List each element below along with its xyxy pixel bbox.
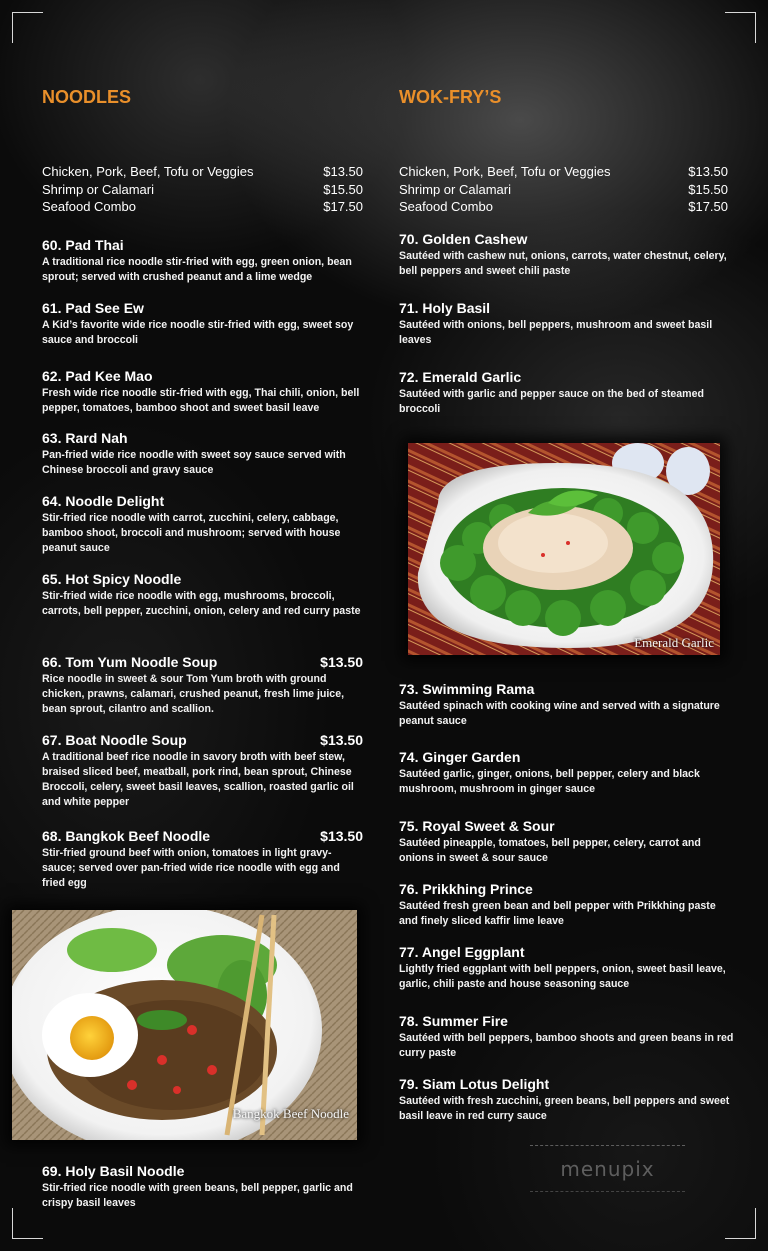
item-name: 72. Emerald Garlic [399,369,522,385]
wokfry-title: WOK-FRY’S [399,87,502,107]
item-description: Stir-fried rice noodle with carrot, zucchini, celery, cabbage, bamboo shoot, broccoli and mushroom; served with house peanut sauce [42,512,341,554]
item-description: Sautéed spinach with cooking wine and served with a signature peanut sauce [399,700,720,727]
price-row: Shrimp or Calamari $15.50 [399,181,728,197]
item-name: 70. Golden Cashew [399,231,528,247]
item-description: Sautéed with cashew nut, onions, carrots, water chestnut, celery, bell peppers and sweet chili paste [399,250,727,277]
menu-item [42,654,363,717]
item-name: 68. Bangkok Beef Noodle [42,828,211,844]
menu-item [42,430,363,478]
wokfry-price-table [399,163,728,216]
dish-illustration [408,443,720,655]
photo-caption: Emerald Garlic [634,635,714,650]
item-name: 74. Ginger Garden [399,749,521,765]
menu-item [42,237,363,285]
menu-item [399,1013,734,1061]
item-description: Stir-fried ground beef with onion, tomatoes in light gravy-sauce; served over pan-fried wide rice noodle with egg and fried egg [42,847,340,889]
menu-item [399,369,734,417]
item-description: Pan-fried wide rice noodle with sweet soy sauce served with Chinese broccoli and gravy sauce [42,449,346,476]
item-name: 65. Hot Spicy Noodle [42,571,182,587]
item-name: 78. Summer Fire [399,1013,508,1029]
menu-item [42,368,363,416]
item-name: 60. Pad Thai [42,237,124,253]
price-row: Seafood Combo $17.50 [42,199,363,214]
item-name: 76. Prikkhing Prince [399,881,533,897]
item-description: Stir-fried rice noodle with green beans, bell pepper, garlic and crispy basil leaves [42,1182,353,1209]
menu-item [399,300,734,348]
photo-caption: Bangkok Beef Noodle [232,1106,349,1121]
item-description: Stir-fried wide rice noodle with egg, mushrooms, broccoli, carrots, bell pepper, zucchini, onion, celery and red curry paste [42,590,361,617]
item-price: $13.50 [320,654,363,670]
menu-item [42,571,363,619]
item-description: Sautéed with garlic and pepper sauce on the bed of steamed broccoli [399,388,704,415]
corner-mark [725,12,756,43]
menupix-watermark: menupix [530,1145,685,1192]
menu-item [399,818,734,866]
item-description: Sautéed with onions, bell peppers, mushroom and sweet basil leaves [399,319,713,346]
item-price: $13.50 [320,828,363,844]
menu-item [399,749,734,797]
item-description: A Kid’s favorite wide rice noodle stir-fried with egg, sweet soy sauce and broccoli [42,319,354,346]
item-description: Sautéed with bell peppers, bamboo shoots and green beans in red curry paste [399,1032,734,1059]
item-description: Sautéed with fresh zucchini, green beans, bell peppers and sweet basil leave in red curry sauce [399,1095,730,1122]
corner-mark [12,1208,43,1239]
item-name: 61. Pad See Ew [42,300,144,316]
item-description: Fresh wide rice noodle stir-fried with egg, Thai chili, onion, bell pepper, tomatoes, bamboo shoot and sweet basil leave [42,387,360,414]
menu-item [42,1163,363,1211]
item-name: 62. Pad Kee Mao [42,368,153,384]
item-name: 71. Holy Basil [399,300,491,316]
item-description: Sautéed pineapple, tomatoes, bell pepper, celery, carrot and onions in sweet & sour sauce [399,837,701,864]
corner-mark [12,12,43,43]
item-description: A traditional beef rice noodle in savory broth with beef stew, braised sliced beef, meatball, pork rind, bean sprout, Chinese Broccoli, celery, sweet basil leaves, scallion, roasted garlic oil and white pepper [42,751,354,808]
item-description: Lightly fried eggplant with bell peppers, onion, sweet basil leave, garlic, chili paste and house seasoning sauce [399,963,726,990]
bangkok-beef-noodle-photo [12,910,357,1140]
item-description: A traditional rice noodle stir-fried with egg, green onion, bean sprout; served with crushed peanut and a lime wedge [42,256,352,283]
noodles-price-table [42,163,363,216]
noodles-title: NOODLES [42,87,132,107]
menu-item [42,493,363,556]
item-description: Sautéed fresh green bean and bell pepper with Prikkhing paste and finely sliced kaffir lime leave [399,900,716,927]
item-name: 66. Tom Yum Noodle Soup [42,654,218,670]
price-row: Chicken, Pork, Beef, Tofu or Veggies $13.50 [42,164,363,179]
menu-item [42,300,363,348]
item-name: 69. Holy Basil Noodle [42,1163,185,1179]
item-name: 79. Siam Lotus Delight [399,1076,550,1092]
item-name: 77. Angel Eggplant [399,944,525,960]
menu-item [399,681,734,729]
price-row: Seafood Combo $17.50 [399,199,728,214]
price-row: Shrimp or Calamari $15.50 [42,181,363,197]
menu-item [42,732,363,810]
item-description: Rice noodle in sweet & sour Tom Yum broth with ground chicken, prawns, calamari, crushed peanut, fresh lime juice, bean sprout, cilantro and scallion. [42,673,345,715]
item-name: 67. Boat Noodle Soup [42,732,187,748]
price-row: Chicken, Pork, Beef, Tofu or Veggies $13.50 [399,164,728,179]
menu-item [399,1076,734,1124]
item-name: 64. Noodle Delight [42,493,165,509]
menu-item [399,944,734,992]
corner-mark [725,1208,756,1239]
menu-item [399,881,734,929]
item-price: $13.50 [320,732,363,748]
item-name: 63. Rard Nah [42,430,128,446]
emerald-garlic-photo [408,443,720,655]
item-description: Sautéed garlic, ginger, onions, bell pepper, celery and black mushroom, mushroom in ginger sauce [399,768,700,795]
menu-item [42,828,363,891]
item-name: 73. Swimming Rama [399,681,535,697]
menu-item [399,231,734,279]
item-name: 75. Royal Sweet & Sour [399,818,555,834]
